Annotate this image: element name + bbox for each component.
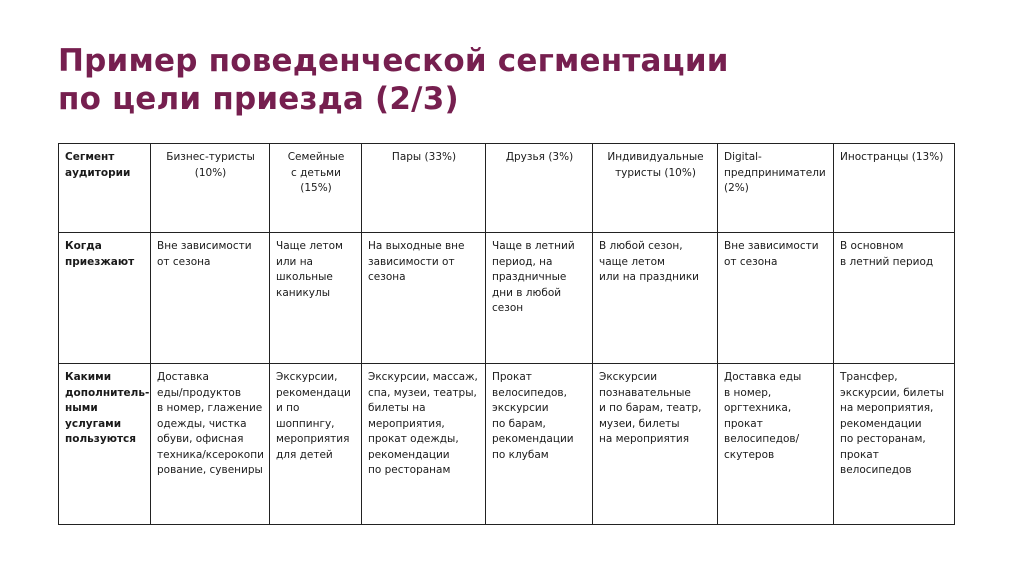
row-label-when: Когда приезжают	[59, 233, 151, 364]
slide-title-line-2: по цели приезда (2/3)	[58, 81, 459, 117]
table-cell: Доставка еды/продуктов в номер, глажение одежды, чистка обуви, офисная техника/ксерокопи рование, сувениры	[151, 364, 270, 525]
table-cell: Чаще в летний период, на праздничные дни в любой сезон	[486, 233, 593, 364]
table-row-services	[59, 364, 955, 525]
table-row-when	[59, 233, 955, 364]
table-cell: Экскурсии познавательные и по барам, театр, музеи, билеты на мероприятия	[593, 364, 718, 525]
table-corner-cell: Сегмент аудитории	[59, 144, 151, 233]
table-cell: На выходные вне зависимости от сезона	[362, 233, 486, 364]
table-cell: В основном в летний период	[834, 233, 955, 364]
segment-header-couples: Пары (33%)	[362, 144, 486, 233]
table-cell: Трансфер, экскурсии, билеты на мероприятия, рекомендации по ресторанам, прокат велосипедов	[834, 364, 955, 525]
table-cell: Прокат велосипедов, экскурсии по барам, рекомендации по клубам	[486, 364, 593, 525]
table-cell: Вне зависимости от сезона	[718, 233, 834, 364]
table-header-row	[59, 144, 955, 233]
slide-title	[58, 42, 958, 118]
segment-header-foreigners: Иностранцы (13%)	[834, 144, 955, 233]
segment-header-families: Семейные с детьми (15%)	[270, 144, 362, 233]
table-cell: Чаще летом или на школьные каникулы	[270, 233, 362, 364]
table-cell: Доставка еды в номер, оргтехника, прокат велосипедов/ скутеров	[718, 364, 834, 525]
table-cell: Экскурсии, рекомендаци и по шоппингу, мероприятия для детей	[270, 364, 362, 525]
segment-header-individual: Индивидуальные туристы (10%)	[593, 144, 718, 233]
table-cell: В любой сезон, чаще летом или на праздники	[593, 233, 718, 364]
segment-header-business: Бизнес-туристы (10%)	[151, 144, 270, 233]
segment-header-friends: Друзья (3%)	[486, 144, 593, 233]
segment-header-digital: Digital- предприниматели (2%)	[718, 144, 834, 233]
slide-title-line-1: Пример поведенческой сегментации	[58, 43, 729, 79]
table-cell: Вне зависимости от сезона	[151, 233, 270, 364]
segmentation-table	[58, 143, 955, 525]
row-label-services: Какими дополнитель- ными услугами пользуются	[59, 364, 151, 525]
table-cell: Экскурсии, массаж, спа, музеи, театры, билеты на мероприятия, прокат одежды, рекомендации по ресторанам	[362, 364, 486, 525]
